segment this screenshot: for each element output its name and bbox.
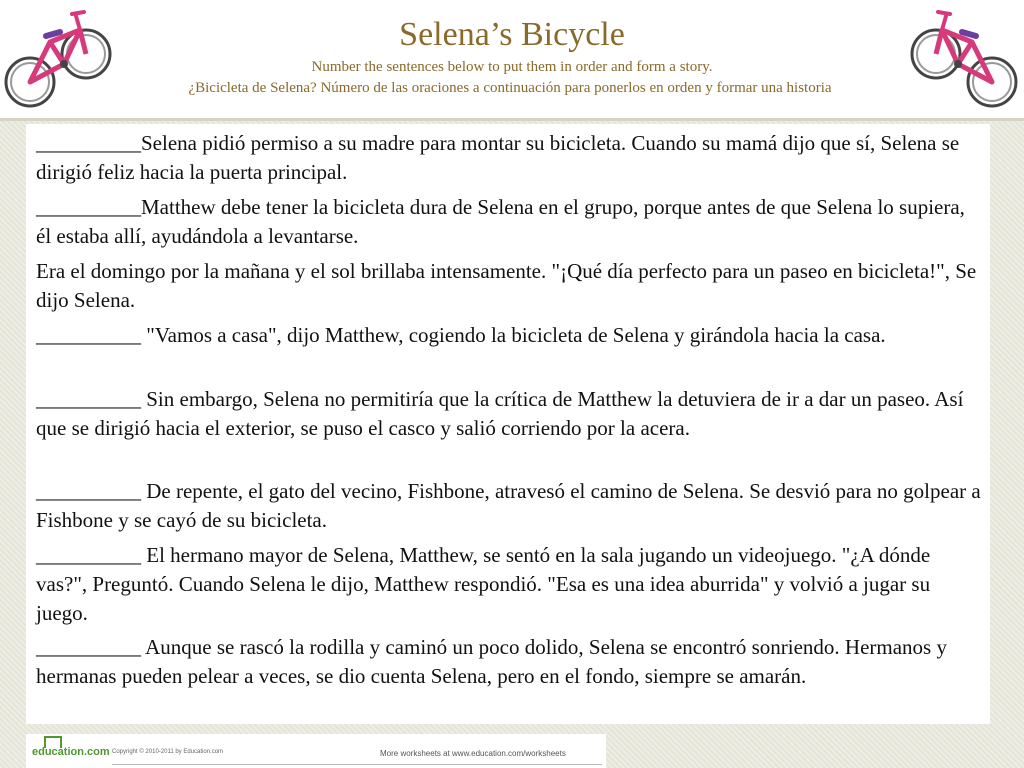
- header-divider: [0, 118, 1024, 121]
- story-sentence: Era el domingo por la mañana y el sol brillaba intensamente. "¡Qué día perfecto para un paseo en bicicleta!", Se dijo Selena.: [36, 259, 977, 312]
- footer-more-link: More worksheets at www.education.com/worksheets: [380, 749, 566, 758]
- story-text-box: [26, 124, 990, 724]
- instructions-english: Number the sentences below to put them in order and form a story.: [311, 59, 713, 75]
- footer: [26, 734, 606, 768]
- story-sentence: __________Matthew debe tener la bicicleta dura de Selena en el grupo, porque antes de que Selena lo supiera, él estaba allí, ayudándola a levantarse.: [36, 195, 965, 248]
- header: [0, 0, 1024, 120]
- footer-divider: [112, 764, 602, 765]
- story-sentence: __________ Aunque se rascó la rodilla y caminó un poco dolido, Selena se encontró sonriendo. Hermanos y hermanas pueden pelear a veces, se dio cuenta Selena, pero en el fondo, siempre se amarán.: [36, 635, 947, 688]
- footer-copyright: Copyright © 2010-2011 by Education.com: [112, 749, 224, 755]
- page-title: Selena’s Bicycle: [399, 16, 625, 53]
- story-sentence: __________ El hermano mayor de Selena, Matthew, se sentó en la sala jugando un videojuego. "¿A dónde vas?", Preguntó. Cuando Selena le dijo, Matthew respondió. "Esa es una idea aburrida" y volvió a jugar su juego.: [36, 543, 931, 625]
- instructions-spanish: ¿Bicicleta de Selena? Número de las oraciones a continuación para ponerlos en orden y formar una historia: [188, 80, 832, 96]
- story-sentence: __________ "Vamos a casa", dijo Matthew, cogiendo la bicicleta de Selena y girándola hacia la casa.: [36, 323, 886, 347]
- story-sentence: __________ Sin embargo, Selena no permitiría que la crítica de Matthew la detuviera de ir a dar un paseo. Así que se dirigió hacia el exterior, se puso el casco y salió corriendo por la acera.: [36, 387, 964, 440]
- bicycle-icon: [908, 2, 1020, 114]
- footer-logo: education.com: [32, 746, 110, 758]
- story-sentence: __________Selena pidió permiso a su madre para montar su bicicleta. Cuando su mamá dijo que sí, Selena se dirigió feliz hacia la puerta principal.: [36, 131, 960, 184]
- story-sentence: __________ De repente, el gato del vecino, Fishbone, atravesó el camino de Selena. Se desvió para no golpear a Fishbone y se cayó de su bicicleta.: [36, 479, 981, 532]
